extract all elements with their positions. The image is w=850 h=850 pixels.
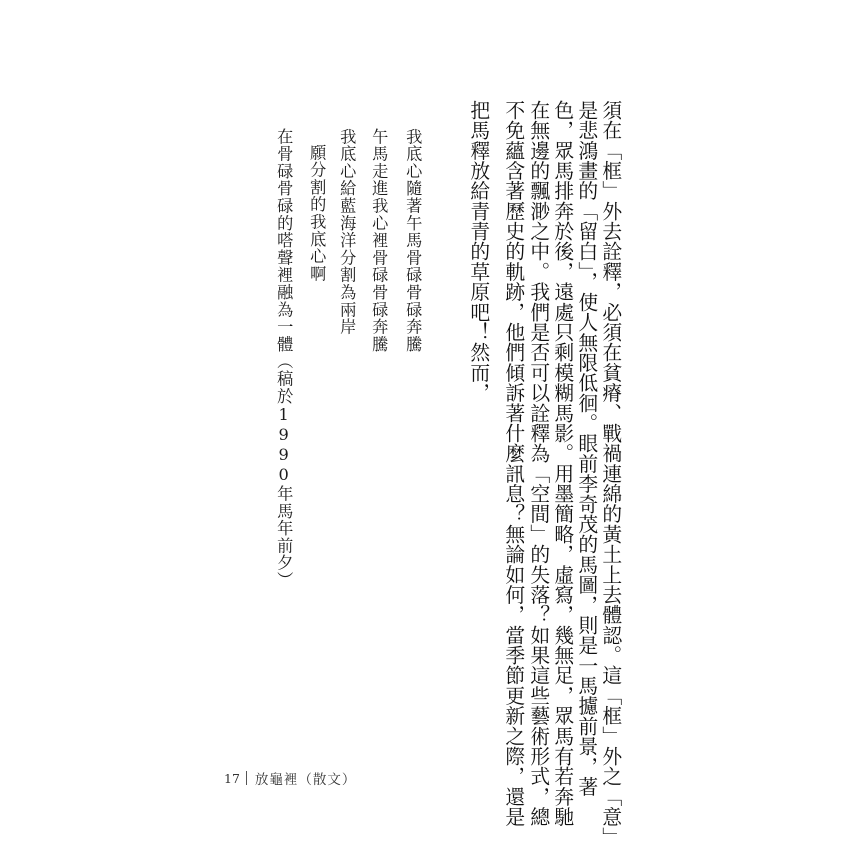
prose-column-1: 須在「框」外去詮釋，必須在貧瘠、戰禍連綿的黃土上去體認。這「框」外之「意」: [598, 100, 622, 848]
prose-column-5: 不免蘊含著歷史的軌跡，他們傾訴著什麼訊息？無論如何，當季節更新之際，還是: [501, 100, 525, 827]
prose-column-3: 色，眾馬排奔於後，遠處只剩模糊馬影。用墨簡略，虛寫，幾無足，眾馬有若奔馳: [550, 100, 574, 827]
prose-column-6: 把馬釋放給青青的草原吧！然而，: [466, 100, 490, 403]
prose-column-2: 是悲鴻畫的「留白」，使人無限低徊。眼前李奇茂的馬圖，則是一馬攄前景，著: [574, 100, 598, 797]
poem-line-1: 我底心隨著午馬骨碌骨碌奔騰: [403, 128, 423, 353]
poem-line-2: 午馬走進我心裡骨碌骨碌奔騰: [369, 128, 389, 353]
book-title: 放龜裡（散文）: [254, 772, 357, 788]
footer-divider: [246, 771, 247, 785]
poem-line-4: 願分割的我底心啊: [307, 144, 327, 283]
poem-line-3: 我底心給藍海洋分割為兩岸: [337, 128, 357, 336]
poem-line-5: 在骨碌骨碌的嗒聲裡融為一體（稿於1990年馬年前夕）: [274, 128, 294, 589]
page-footer: [224, 768, 356, 788]
page-number: 17: [224, 770, 240, 786]
prose-column-4: 在無邊的飄渺之中。我們是否可以詮釋為「空間」的失落？如果這些藝術形式，總: [526, 100, 550, 827]
